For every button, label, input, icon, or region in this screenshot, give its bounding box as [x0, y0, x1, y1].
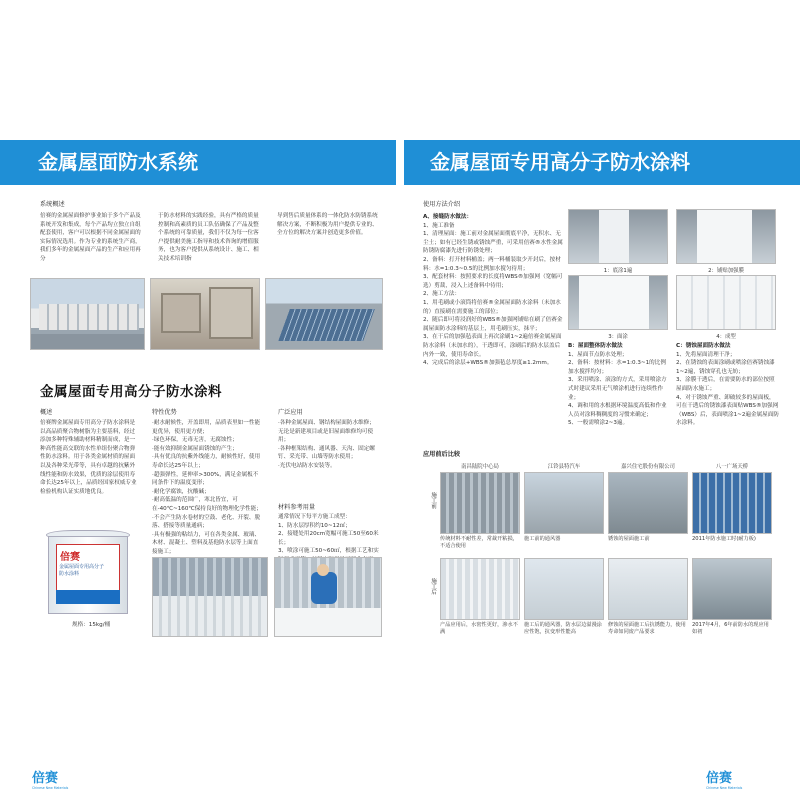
right-logo-sub: Chinese New Materials: [706, 786, 743, 790]
product-bucket-image: [40, 530, 140, 616]
application-item: ·光伏电站防水安装等。: [278, 462, 336, 469]
method-a-step: 3、在干后的加强毡表面上再次涂刷1~2遍倍赛金属屋面防水涂料（未加水的），干透即可，涂刷后的防水层盖后内外一致，使用寿命长。: [423, 334, 562, 358]
after-photo: [692, 558, 772, 620]
step-4-caption: 4：成型: [716, 334, 736, 340]
dosage-label: 材料参考用量: [278, 504, 316, 511]
usage-method-label: 使用方法介绍: [423, 201, 461, 208]
bucket-line-1: 金属屋面专用高分子: [59, 564, 105, 570]
method-c-step: 2、在锈蚀的表面涂刷或喷涂倍赛锈蚀漆1~2遍，锈蚀穿孔也无妨；: [676, 360, 775, 375]
method-a-step: 2、备料：打开材料桶盖；两一料桶装取少开封后，按材料：水=1:0.3~0.5的比例加水搅匀待用；: [423, 256, 561, 272]
compare-title: 应用前后比较: [423, 451, 461, 458]
product-spec: 规格：15kg/桶: [72, 622, 111, 628]
method-b-step: 2、备料：按材料：水=1:0.3~1的比例加水搅拌均匀；: [568, 360, 666, 375]
solar-roof-photo: [265, 278, 383, 350]
feature-item: ·耐化学腐蚀，抗酸碱；: [152, 488, 210, 495]
method-c-title: C：锈蚀屋面防水做法: [676, 343, 731, 349]
before-caption: 传统材料不耐性差，常裁开粘损，不适合使用: [440, 536, 518, 549]
method-a-prep-steps: [423, 230, 563, 290]
compare-column-head: 嘉兴住宅股份有限公司: [621, 464, 675, 470]
after-row-label: 施工后: [430, 578, 436, 595]
intro-col-1: 倍赛的金属屋面修护事业始于多个产品及系统开发和集成，每个产品均立独立自组配套使用，客户可以根据不同金属屋面的实际情况选用。作为专业的系统生产商，我们多年的金属屋面产品的生产和应用再分: [40, 213, 141, 262]
left-logo-text: 倍赛: [32, 771, 59, 786]
dosage-item: 2、接缝处用20cm宽幅可施工50至60米长；: [278, 531, 379, 546]
overview-label: 概述: [40, 409, 53, 416]
dosage-item: 通常情况下每平方施工成型：: [278, 514, 351, 520]
dosage-item: 3、喷涂可施工50~60㎡，根据工艺和实: [278, 548, 379, 555]
feature-item: ·绿色环保，无毒无害，无腐蚀性；: [152, 437, 238, 444]
compare-column-head: 八一广场天桥: [715, 464, 749, 470]
worker-coating-photo: [274, 557, 382, 637]
step-3-photo: [568, 275, 668, 330]
left-logo-sub: Chinese New Materials: [32, 786, 69, 790]
before-photo: [692, 472, 772, 534]
step-1-caption: 1：底涂1遍: [603, 268, 633, 274]
method-a-step: 4、完成后的涂层+WBS®加强毡总厚度≥1.2mm。: [423, 360, 553, 367]
before-caption: 锈蚀的屋面施工前: [608, 536, 650, 542]
method-b-step: 3、采用喷涂、滚涂的方式，采用喷涂方式时建议采用无气喷涂机进行连续性作业；: [568, 377, 667, 401]
after-caption: 施工后的通风器，防水层边溢漫涂应性饱，抗变形性能高: [524, 622, 602, 635]
method-c-step: 1、先将屋面清理干净；: [676, 351, 736, 358]
after-caption: 修蚀的屋面施工后抗锈能力，使用寿命如同废产品要求: [608, 622, 686, 635]
after-photo: [608, 558, 688, 620]
step-2-caption: 2：铺贴加强膜: [708, 268, 744, 274]
before-row-label: 施工前: [430, 492, 436, 509]
before-photo: [608, 472, 688, 534]
method-a-step: 1、用毛刷或小滚筒将倍赛®金属屋面防水涂料（未加水的）直接刷在需要施工的部位；: [423, 299, 561, 315]
right-page-title-band: [404, 140, 800, 185]
application-item: ·各种金属屋面、钢结构屋面防水维修；无论是新建项目或是旧屋面维修均可使用；: [278, 420, 375, 444]
feature-item: ·具有优良的抗紫外线能力，耐候性好，使用寿命长达25年以上；: [152, 454, 261, 469]
method-c-step: 3、涂膜干透后，在需要防水的部位按照屋面防水施工；: [676, 377, 775, 392]
after-photo: [524, 558, 604, 620]
before-caption: 2011年防水施工时(耐力板): [692, 536, 756, 542]
method-a-step: 2、随后即可将浸润好的WBS®加强网铺贴在刷了倍赛金属屋面防水涂料的基层上，用毛刷压实，抹平；: [423, 317, 563, 332]
before-photo: [440, 472, 520, 534]
right-logo-text: 倍赛: [706, 771, 733, 786]
left-brand-logo: [32, 767, 92, 793]
factory-machinery-photo: [150, 278, 260, 350]
method-a-prep: 1、施工准备: [423, 222, 455, 229]
after-caption: 产品应用后，水密性更好，渗水不满: [440, 622, 518, 635]
step-2-photo: [676, 209, 776, 264]
after-photo: [440, 558, 520, 620]
method-c-block: [676, 340, 780, 428]
method-a-step: 3、配套材料：按照要求的长度将WBS®加强网（宽幅可选）剪裁，浸入上述备料中待用；: [423, 274, 563, 289]
feature-item: ·能有效抑制金属屋面锈蚀的产生；: [152, 445, 238, 452]
method-b-step: 5、一般需喷涂2~3遍。: [568, 420, 629, 427]
dosage-item: 1、防水层厚积约10~12㎡；: [278, 522, 351, 529]
compare-column-head: 南昌陆院中心局: [461, 464, 499, 470]
left-page-title: 金属屋面防水系统: [38, 150, 198, 174]
bucket-brand: 倍赛: [60, 552, 80, 563]
system-overview-label: 系统概述: [40, 201, 65, 208]
feature-item: ·耐高低温的范围广，寒北皆宜，可在-40℃~160℃保持良好的物理化学性能；: [152, 497, 262, 512]
method-b-block: [568, 340, 668, 428]
overview-text: 倍赛牌金属屋面专用高分子防水涂料是以高品质聚合物树脂为主要基料，经过添加多种特殊辅助材料精制而成，是一种高性能高交联的水性单组份聚合物弹性防水涂料。用于各类金属材质的屋面以及各种采光带等，具有卓越的抗紫外线性能和防水效果，优质的涂层使用寿命长达25年以上，品质经国家权威专业检验机构认证实质地优良。: [40, 420, 137, 495]
feature-item: ·不会产生防水卷材的空鼓、老化、开裂、脱落、搭接等质量通病；: [152, 514, 261, 530]
method-a-block: [423, 211, 563, 368]
method-a-procedure: 2、施工方法：: [423, 291, 461, 298]
bucket-line-2: 防水涂料: [59, 571, 80, 577]
left-page-title-band: [0, 140, 396, 185]
step-4-photo: [676, 275, 776, 330]
method-b-step: 1、屋面节点防水处理；: [568, 351, 628, 358]
intro-col-3: 导到售后质量体系的一体化防水防锈系统解决方案，不断积极为用户提供专业的、全方位的解决方案并创造更多价值。: [277, 213, 378, 237]
right-page-title: 金属屋面专用高分子防水涂料: [430, 150, 690, 174]
right-brand-logo: [706, 767, 766, 793]
method-b-steps: [568, 351, 668, 428]
method-b-step: 4、调和用的水根据环境温度高低和作业人员对涂料稠稠度的习惯来确定；: [568, 403, 667, 418]
feature-item: ·具有极强的粘结力，可在各类金属、玻璃、木材、混凝土、塑料及基他防水层等上面直接施工；: [152, 531, 261, 555]
method-b-title: B：屋面整体防水做法: [568, 343, 623, 349]
before-photo: [524, 472, 604, 534]
method-a-step: 1、清理屋面：施工前对金属屋面彻底平净，无积水、无尘土；如有已经生锈或锈蚀严重，可采用倍赛®水性金属防锈防腐漆先进行防锈处理；: [423, 231, 563, 255]
method-c-steps: [676, 351, 780, 428]
feature-item: ·耐水耐候性，开盖即用，品质表里如一性能更优异，使用更方便；: [152, 420, 261, 435]
product-heading: 金属屋面专用高分子防水涂料: [40, 384, 222, 400]
method-a-procedure-steps: [423, 299, 563, 368]
method-a-title: A、接缝防水做法：: [423, 214, 473, 220]
factory-building-photo: [30, 278, 145, 350]
step-1-photo: [568, 209, 668, 264]
application-item: ·各种框架结构、通风器、天沟、固定螺钉、采光带、山墙等防水使用；: [278, 445, 375, 461]
compare-column-head: 江铃县特汽车: [547, 464, 581, 470]
after-caption: 2017年4月，6年前防水的现应用如初: [692, 622, 769, 635]
step-3-caption: 3：面涂: [608, 334, 628, 340]
applications-label: 广泛应用: [278, 409, 303, 416]
metal-roof-photo: [152, 557, 268, 637]
intro-col-2: 于防水材料的实践经验，具有严格的质量控制和高素质的员工队伍确保了产品及整个系统的可靠质量，我们不仅为每一位客户提供耐美施工指导和技术咨询的增值服务，也为客户提供从系统设计、施工、相关技术培训指: [158, 213, 259, 262]
feature-item: ·超强弹性，延伸率>300%，满足金属板不同条件下的温度变形；: [152, 471, 259, 487]
method-c-step: 4、对于锈蚀严重、卸破较多的屋面板，可在干透后的锈蚀漆表面贴WBS®加强网（WBS）后，表面喷涂1~2遍金属屋面防水涂料。: [676, 394, 779, 427]
applications-list: [278, 419, 380, 471]
features-label: 特性优势: [152, 409, 177, 416]
before-caption: 施工前的通风器: [524, 536, 561, 542]
